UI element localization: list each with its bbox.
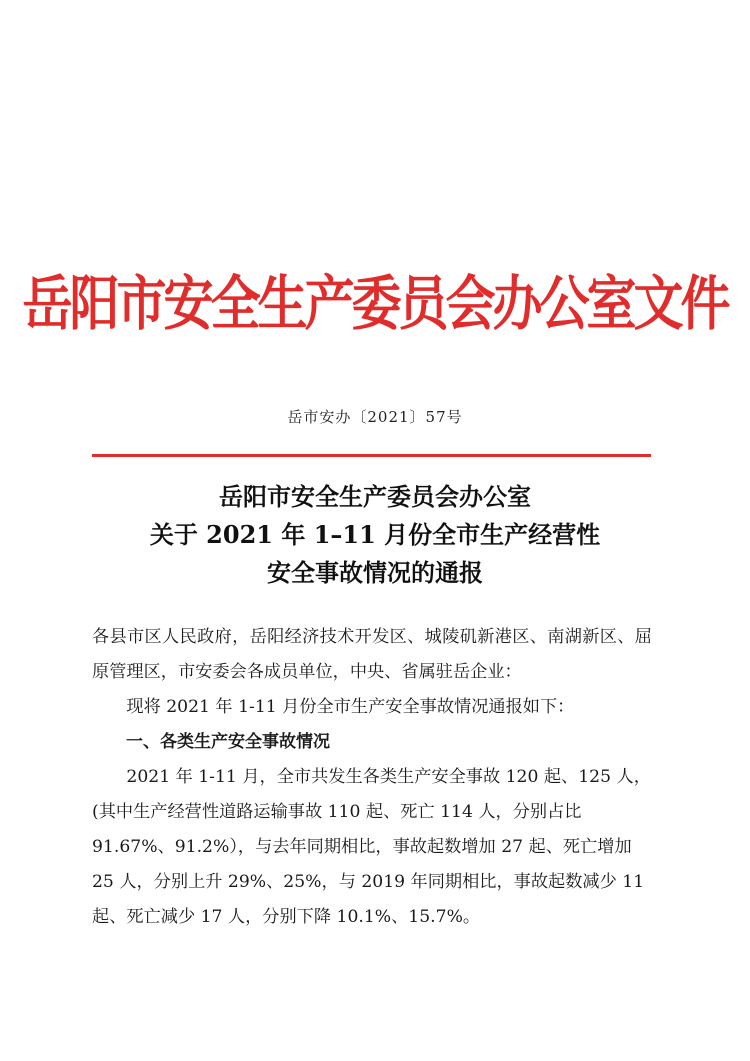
title-line-2: 关于 2021 年 1–11 月份全市生产经营性	[149, 520, 601, 549]
intro-paragraph: 现将 2021 年 1-11 月份全市生产安全事故情况通报如下：	[126, 697, 575, 717]
section-paragraph: 2021 年 1-11 月，全市共发生各类生产安全事故 120 起、125 人，(其中生产经营性道路运输事故 110 起、死亡 114 人，分别占比 91.67%、91.2%），与去年同期相比，事故起数增加 27 起、死亡增加 25 人，分别上升 29%、25%，与 2019 年同期相比，事故起数减少 11 起、死亡减少 17 人，分别下降 10.1%、15.7%。	[92, 767, 651, 927]
addressee: 各县市区人民政府，岳阳经济技术开发区、城陵矶新港区、南湖新区、屈原管理区，市安委会各成员单位，中央、省属驻岳企业：	[92, 627, 652, 682]
notice-title	[0, 478, 750, 592]
title-line-3: 安全事故情况的通报	[267, 558, 483, 587]
red-divider	[92, 454, 651, 457]
document-number: 岳市安办〔2021〕57号	[287, 408, 463, 426]
masthead-title: 岳阳市安全生产委员会办公室文件	[22, 268, 728, 338]
title-line-1: 岳阳市安全生产委员会办公室	[219, 482, 531, 511]
section-heading: 一、各类生产安全事故情况	[126, 732, 330, 752]
document-body	[92, 620, 652, 935]
